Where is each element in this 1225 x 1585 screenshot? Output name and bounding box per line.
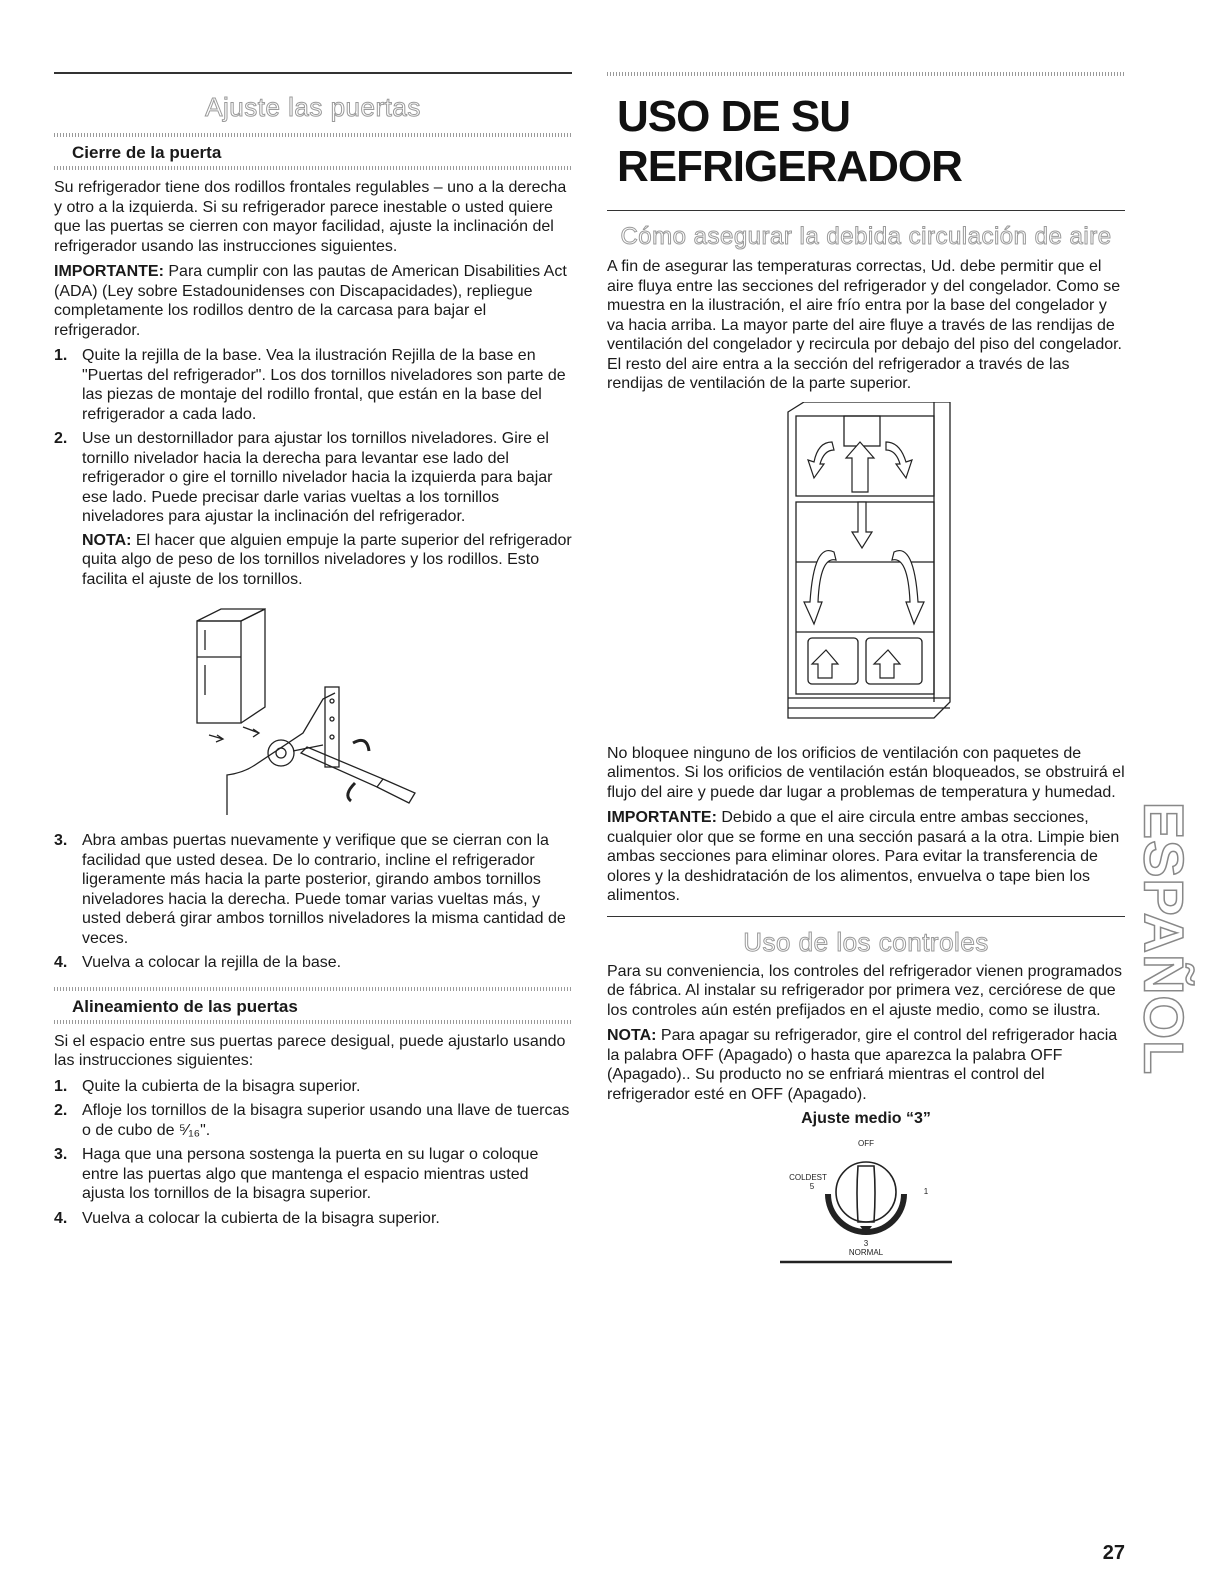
dial-caption: Ajuste medio “3” [801, 1110, 931, 1127]
hatch-divider [54, 166, 572, 170]
dial-label-5: 5 [809, 1182, 815, 1191]
dial-label-1: 1 [923, 1187, 929, 1196]
step-text: Abra ambas puertas nuevamente y verifique que se cierran con la facilidad que usted desea. De lo contrario, incline el refrigerador ligeramente más hacia la parte posterior, girando ambos tornillos niveladores hacia la derecha. Puede tomar varias vueltas más, y usted deberá girar ambos tornillos niveladores la misma cantidad de veces. [82, 832, 566, 947]
step-number: 1. [54, 1077, 68, 1095]
steps-cierre-cont [54, 831, 572, 973]
step-number: 2. [54, 430, 68, 447]
paragraph-no-bloquee: No bloquee ninguno de los orificios de ventilación con paquetes de alimentos. Si los orificios de ventilación están bloqueados, se obstruirá el flujo del aire y puede dar lugar a problemas de temperatura y humedad. [607, 744, 1125, 801]
note-paragraph [82, 531, 572, 590]
note-label: NOTA: [607, 1027, 657, 1044]
list-item [54, 831, 572, 948]
airflow-illustration [774, 402, 958, 732]
section-title-controles: Uso de los controles [743, 926, 989, 957]
list-item [54, 953, 572, 973]
note-text: Para apagar su refrigerador, gire el control del refrigerador hacia la palabra OFF (Apagado) o hasta que aparezca la palabra OFF (Apagado).. Su producto no se enfriará mientras el control del refrigerador esté en OFF (Apagado). [607, 1027, 1118, 1103]
steps-alineamiento [54, 1077, 572, 1229]
step-number: 1. [54, 347, 68, 364]
step-text: Quite la cubierta de la bisagra superior. [82, 1077, 361, 1095]
leveling-screw-illustration [183, 595, 443, 831]
step-text: Use un destornillador para ajustar los tornillos niveladores. Gire el tornillo nivelador hacia la derecha para levantar ese lado del refrigerador o gire el tornillo nivelador hacia la izquierda para bajar ese lado. Puede precisar darle varias vueltas a los tornillos niveladores para ajustar la inclinación del refrigerador. [82, 430, 553, 525]
paragraph-intro: Su refrigerador tiene dos rodillos frontales regulables – uno a la derecha y otro a la izquierda. Si su refrigerador parece inestable o usted quiere que las puertas se cierren con mayor facilidad, ajuste la inclinación del refrigerador usando las instrucciones siguientes. [54, 179, 567, 255]
step-text: Quite la rejilla de la base. Vea la ilustración Rejilla de la base en "Puertas del refrigerador". Los dos tornillos niveladores son parte de las piezas de montaje del rodillo frontal, que están en la base del refrigerador a cada lado. [82, 347, 566, 423]
dial-label-coldest: COLDEST [789, 1173, 827, 1182]
dial-label-normal: NORMAL [848, 1248, 884, 1257]
side-tab-text: ESPAÑOL [1132, 801, 1196, 1075]
important-label: IMPORTANTE: [54, 263, 164, 280]
step-text: Vuelva a colocar la rejilla de la base. [82, 954, 342, 971]
right-column [607, 72, 1125, 1264]
section-title-ajuste: Ajuste las puertas [205, 92, 421, 122]
list-item [54, 1101, 572, 1140]
list-item [54, 1077, 572, 1097]
paragraph-intro-alineamiento: Si el espacio entre sus puertas parece desigual, puede ajustarlo usando las instrucciones siguientes: [54, 1032, 566, 1069]
hatch-divider [54, 1020, 572, 1024]
step-text: Haga que una persona sostenga la puerta en su lugar o coloque entre las puertas algo que mantenga el espacio mientras usted ajusta los tornillos de la bisagra superior. [82, 1146, 539, 1202]
dial-label-off: OFF [858, 1139, 874, 1148]
step-number: 2. [54, 1102, 68, 1119]
dial-label-3: 3 [863, 1239, 869, 1248]
step-number: 4. [54, 1209, 68, 1227]
step-number: 3. [54, 1146, 68, 1163]
important-label: IMPORTANTE: [607, 809, 717, 826]
paragraph-important-right [607, 808, 1125, 906]
page-number: 27 [1102, 1542, 1125, 1564]
step-text: Afloje los tornillos de la bisagra superior usando una llave de tuercas o de cubo de ⁵⁄₁₆". [82, 1102, 570, 1139]
list-item [54, 346, 572, 424]
list-item [54, 1145, 572, 1204]
subhead-alineamiento: Alineamiento de las puertas [72, 996, 298, 1016]
step-text: Vuelva a colocar la cubierta de la bisagra superior. [82, 1209, 440, 1227]
paragraph-airflow: A fin de asegurar las temperaturas correctas, Ud. debe permitir que el aire fluya entre las secciones del refrigerador y del congelador. Como se muestra en la ilustración, el aire frío entra por la base del congelador y va hacia arriba. La mayor parte del aire fluye a través de las rendijas de ventilación del congelador y recircula por debajo del piso del congelador. El resto del aire entra a la sección del refrigerador a través de las rendijas de ventilación de la parte superior. [607, 258, 1122, 392]
list-item [54, 1209, 572, 1229]
control-dial-illustration [776, 1136, 956, 1264]
paragraph-important [54, 262, 572, 340]
note-label: NOTA: [82, 531, 132, 549]
left-column [54, 72, 572, 1233]
note-text: El hacer que alguien empuje la parte superior del refrigerador quita algo de peso de los tornillos niveladores y los rodillos. Esto facilita el ajuste de los tornillos. [82, 531, 572, 588]
language-side-tab [1132, 801, 1196, 1075]
note-paragraph-controles [607, 1026, 1125, 1104]
important-text: Debido a que el aire circula entre ambas secciones, cualquier olor que se forme en una sección pasará a la otra. Limpie bien ambas secciones para eliminar olores. Para evitar la transferencia de olores y la deshidratación de los alimentos, envuelva o tape bien los alimentos. [607, 809, 1120, 904]
paragraph-controles: Para su conveniencia, los controles del refrigerador vienen programados de fábrica. Al instalar su refrigerador por primera vez, cerciórese de que los controles aún estén prefijados en el ajuste medio, como se ilustra. [607, 962, 1122, 1019]
important-text: Para cumplir con las pautas de American Disabilities Act (ADA) (Ley sobre Estadounidenses con Discapacidades), repliegue completamente los rodillos dentro de la carcasa para bajar el refrigerador. [54, 263, 567, 339]
subhead-cierre: Cierre de la puerta [72, 143, 222, 162]
section-title-circulacion: Cómo asegurar la debida circulación de aire [620, 223, 1112, 250]
step-number: 3. [54, 832, 68, 849]
steps-cierre [54, 346, 572, 589]
step-number: 4. [54, 954, 68, 971]
list-item [54, 429, 572, 589]
main-title: USO DE SU REFRIGERADOR [617, 92, 962, 191]
